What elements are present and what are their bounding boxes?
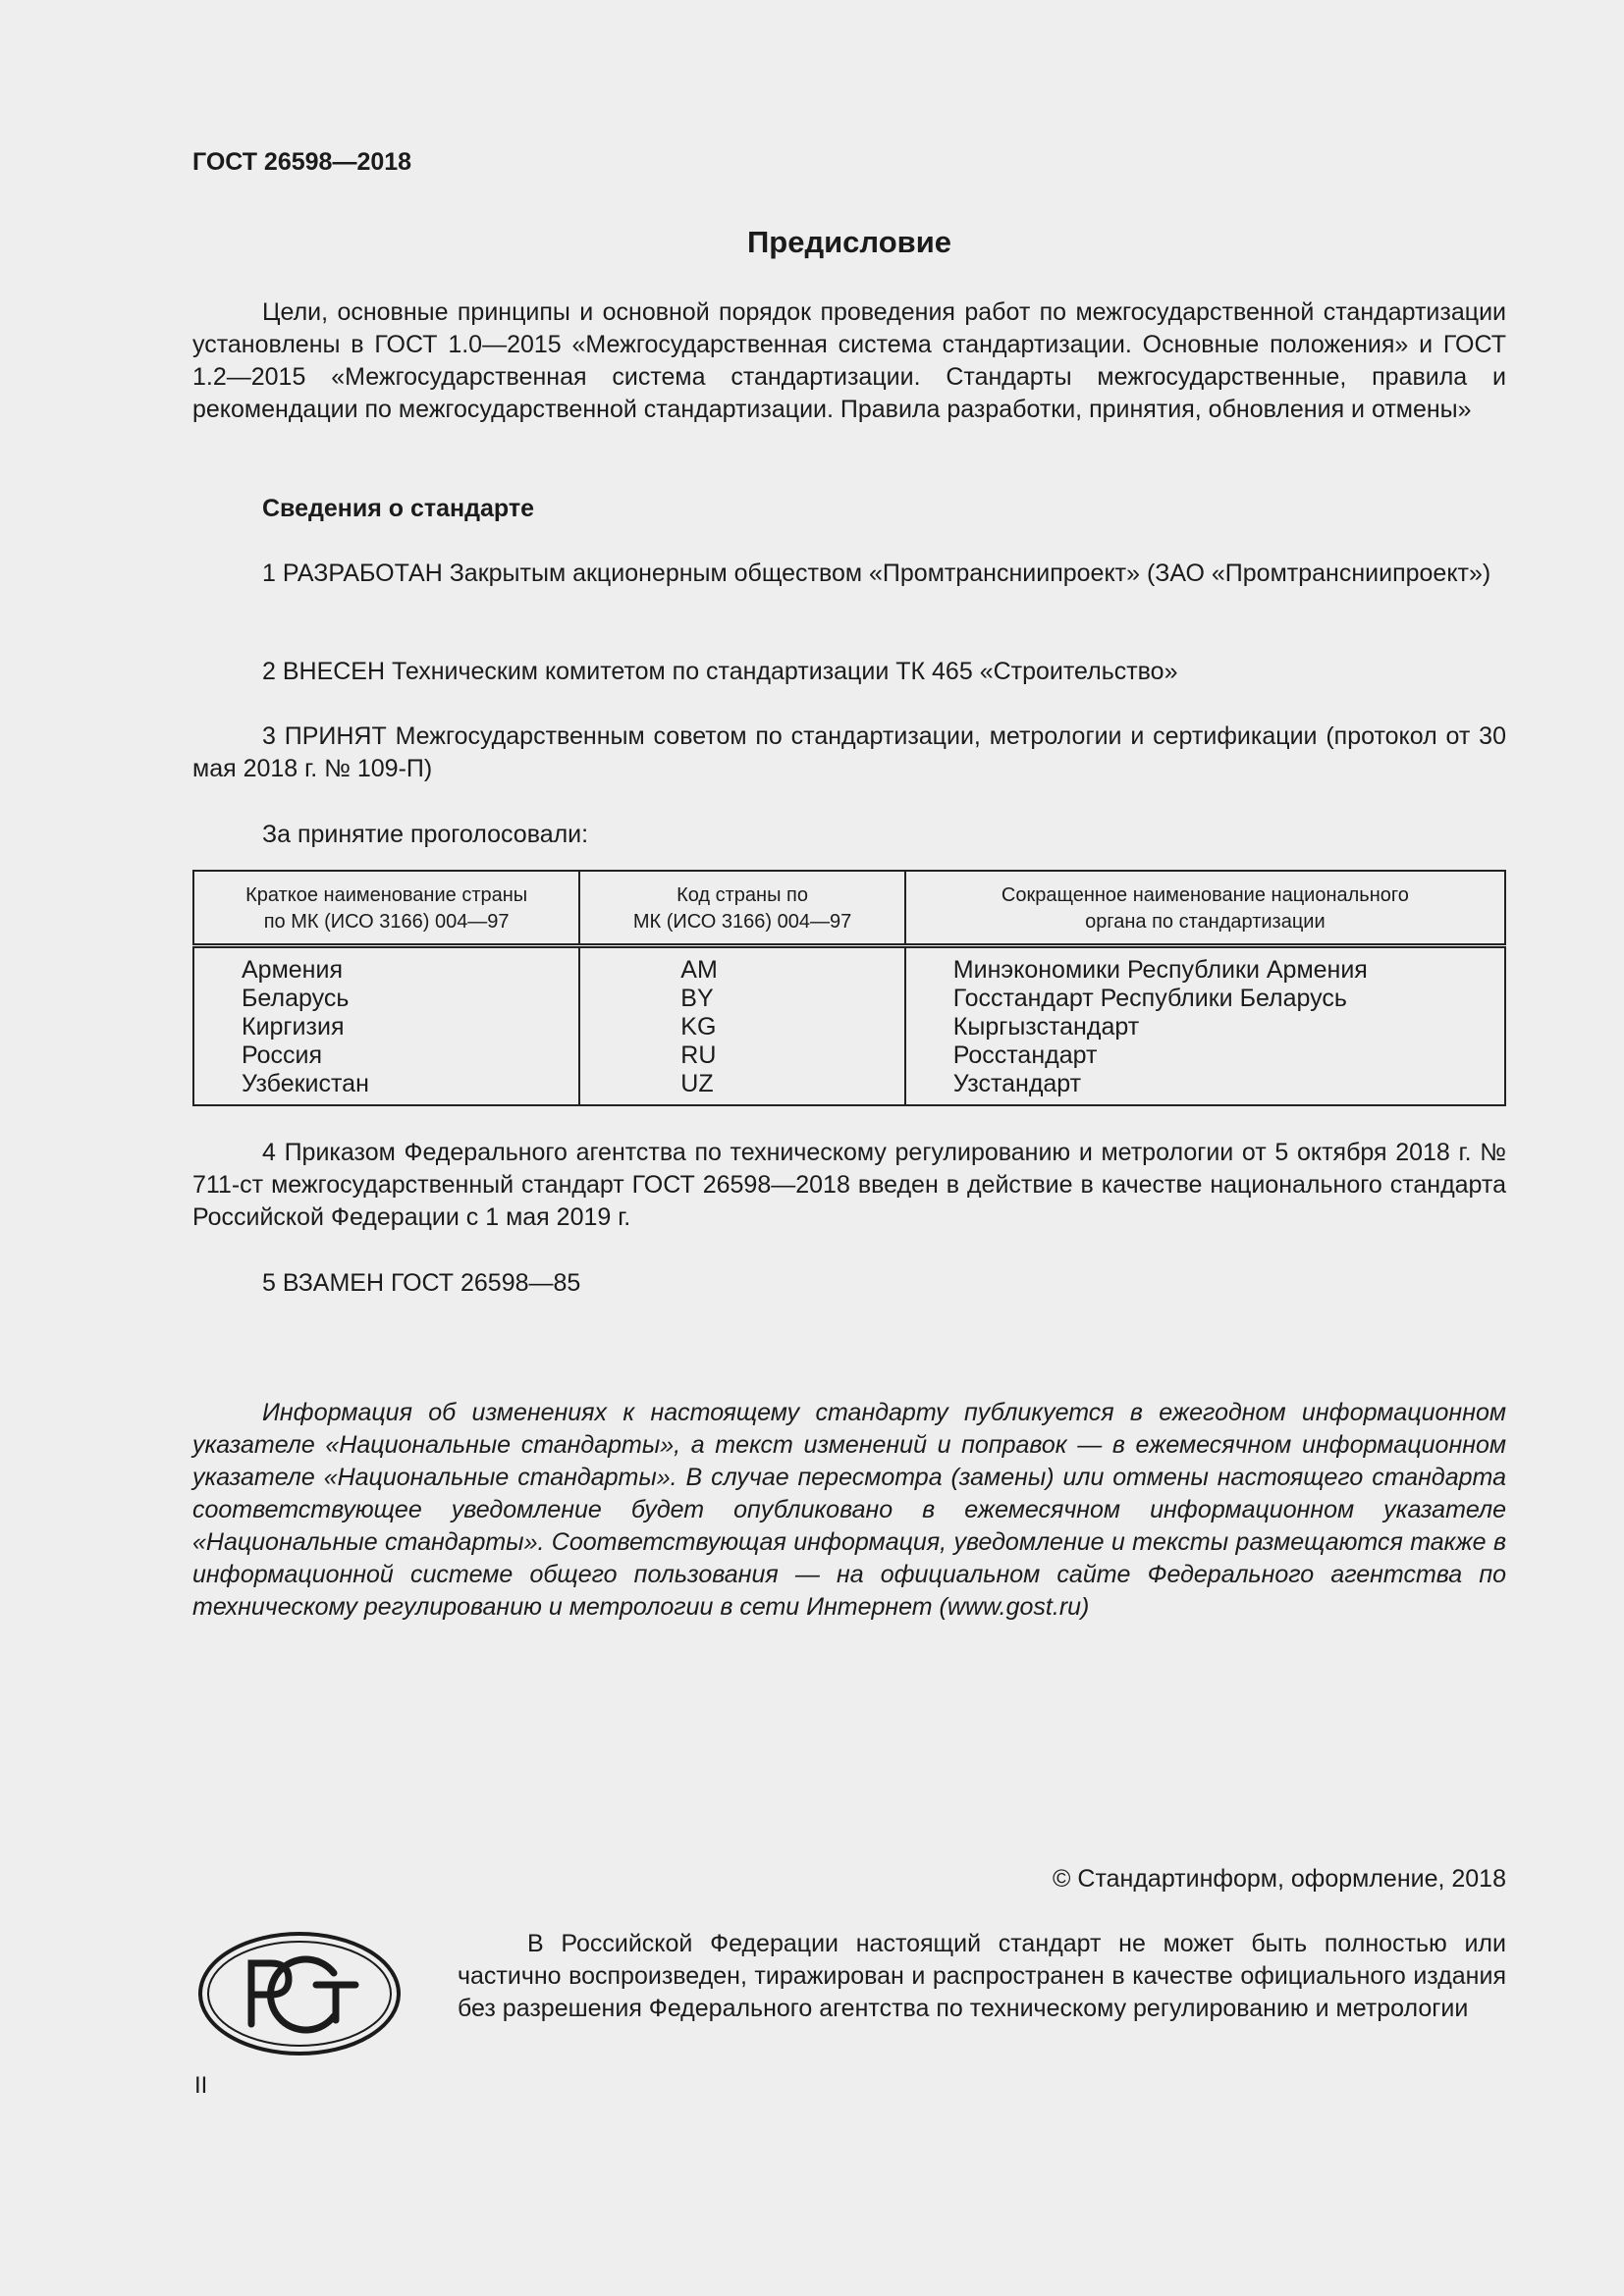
item-adopted: 3 ПРИНЯТ Межгосударственным советом по стандартизации, метрологии и сертификации (протокол от 30 мая 2018 г. № 109-П) bbox=[192, 722, 1506, 782]
table-body-row bbox=[193, 945, 1505, 1105]
item-order: 4 Приказом Федерального агентства по техническому регулированию и метрологии от 5 октября 2018 г. № 711-ст межгосударственный стандарт ГОСТ 26598—2018 введен в действие в качестве национального стандарта Российской Федерации с 1 мая 2019 г. bbox=[192, 1139, 1506, 1231]
table-cell: Росстандарт bbox=[952, 1041, 1098, 1069]
header-code: Код страны по МК (ИСО 3166) 004—97 bbox=[579, 871, 905, 945]
item-developed: 1 РАЗРАБОТАН Закрытым акционерным обществом «Промтрансниипроект» (ЗАО «Промтрансниипроект») bbox=[262, 560, 1491, 587]
table-cell: RU bbox=[680, 1041, 717, 1069]
table-cell: UZ bbox=[680, 1069, 714, 1097]
table-cell: Армения bbox=[242, 955, 343, 984]
rights-notice: В Российской Федерации настоящий стандарт не может быть полностью или частично воспроизведен, тиражирован и распространен в качестве официального издания без разрешения Федерального агентства по техническому регулированию и метрологии bbox=[458, 1930, 1506, 2022]
table-cell: Кыргызстандарт bbox=[952, 1012, 1140, 1041]
table-cell: Киргизия bbox=[242, 1012, 345, 1041]
header-country: Краткое наименование страны по МК (ИСО 3166) 004—97 bbox=[193, 871, 579, 945]
section-heading: Сведения о стандарте bbox=[262, 495, 535, 522]
body-column bbox=[905, 945, 1505, 1105]
item-introduced: 2 ВНЕСЕН Техническим комитетом по стандартизации ТК 465 «Строительство» bbox=[262, 658, 1178, 685]
table-cell: Россия bbox=[242, 1041, 322, 1069]
table-cell: Узстандарт bbox=[952, 1069, 1082, 1097]
item-replaces: 5 ВЗАМЕН ГОСТ 26598—85 bbox=[262, 1269, 581, 1297]
rst-certification-mark-icon bbox=[196, 1930, 403, 2062]
table-cell: Госстандарт Республики Беларусь bbox=[952, 984, 1347, 1012]
country-column bbox=[193, 945, 579, 1105]
table-cell: AM bbox=[680, 955, 718, 984]
page-number: II bbox=[194, 2072, 208, 2099]
info-notice: Информация об изменениях к настоящему стандарту публикуется в ежегодном информационном указателе «Национальные стандарты», а текст изменений и поправок — в ежемесячном информационном указателе «Национальные стандарты». В случае пересмотра (замены) или отмены настоящего стандарта соответствующее уведомление будет опубликовано в ежемесячном информационном указателе «Национальные стандарты». Соответствующая информация, уведомление и тексты размещаются также в информационной системе общего пользования — на официальном сайте Федерального агентства по техническому регулированию и метрологии в сети Интернет (www.gost.ru) bbox=[192, 1399, 1506, 1621]
code-column bbox=[579, 945, 905, 1105]
table-cell: BY bbox=[680, 984, 714, 1012]
voting-table bbox=[192, 870, 1506, 1106]
table-cell: Узбекистан bbox=[242, 1069, 369, 1097]
table-cell: Беларусь bbox=[242, 984, 350, 1012]
voted-label: За принятие проголосовали: bbox=[262, 821, 589, 848]
document-id: ГОСТ 26598—2018 bbox=[192, 148, 412, 176]
copyright: © Стандартинформ, оформление, 2018 bbox=[1053, 1865, 1506, 1893]
header-body: Сокращенное наименование национального органа по стандартизации bbox=[905, 871, 1505, 945]
table-cell: Минэкономики Республики Армения bbox=[952, 955, 1368, 984]
intro-paragraph: Цели, основные принципы и основной порядок проведения работ по межгосударственной стандартизации установлены в ГОСТ 1.0—2015 «Межгосударственная система стандартизации. Основные положения» и ГОСТ 1.2—2015 «Межгосударственная система стандартизации. Стандарты межгосударственные, правила и рекомендации по межгосударственной стандартизации. Правила разработки, принятия, обновления и отмены» bbox=[192, 298, 1506, 423]
page-title: Предисловие bbox=[746, 225, 951, 259]
table-header-row bbox=[193, 871, 1505, 945]
table-cell: KG bbox=[680, 1012, 717, 1041]
